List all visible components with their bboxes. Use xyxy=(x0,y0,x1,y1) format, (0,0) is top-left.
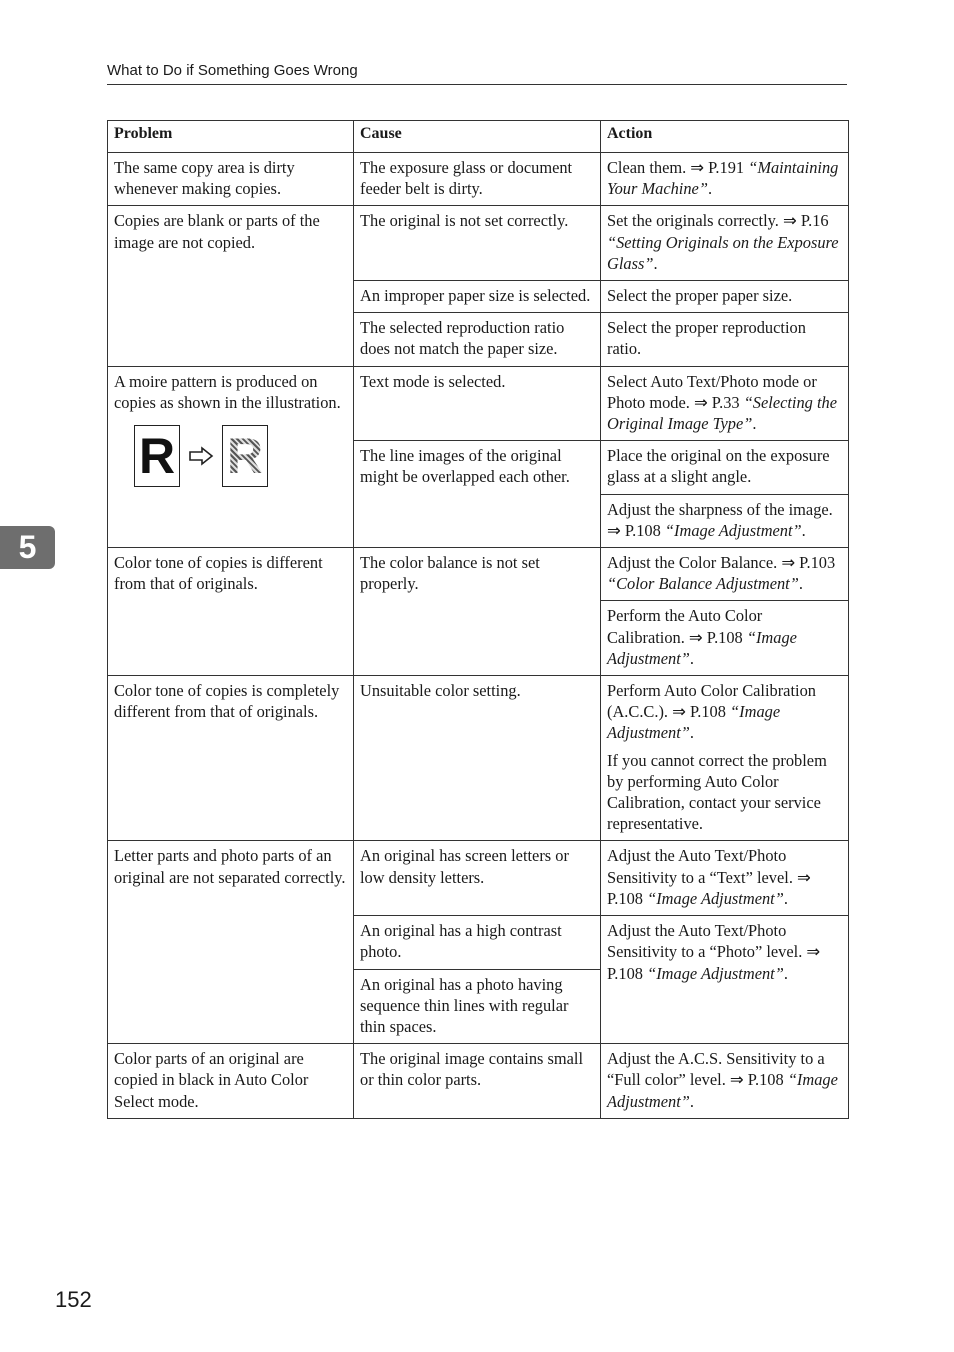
problem-cell: Copies are blank or parts of the image are not copied. xyxy=(108,206,354,366)
table-row xyxy=(108,153,849,206)
cause-cell: The color balance is not set properly. xyxy=(354,548,601,676)
table-row xyxy=(108,841,849,916)
action-cell: Perform the Auto Color Calibration. ⇒ P.108 “Image Adjustment”. xyxy=(601,601,849,676)
problem-cell: The same copy area is dirty whenever making copies. xyxy=(108,153,354,206)
cross-reference: “Image Adjustment” xyxy=(607,702,781,743)
table-row xyxy=(108,676,849,841)
chapter-number: 5 xyxy=(18,529,37,565)
cross-reference: “Image Adjustment” xyxy=(664,520,802,540)
arrow-right-icon xyxy=(188,446,214,466)
cross-reference: “Maintaining Your Machine” xyxy=(607,158,839,199)
table-row xyxy=(108,1044,849,1119)
action-cell: Place the original on the exposure glass at a slight angle. xyxy=(601,441,849,494)
cross-reference: “Setting Originals on the Exposure Glass” xyxy=(607,232,839,273)
action-cell: Select the proper reproduction ratio. xyxy=(601,313,849,366)
page-number: 152 xyxy=(55,1287,92,1312)
action-cell: Select the proper paper size. xyxy=(601,281,849,313)
cause-cell: An original has a high contrast photo. xyxy=(354,916,601,969)
column-header-problem: Problem xyxy=(108,121,354,153)
cause-cell: An improper paper size is selected. xyxy=(354,281,601,313)
action-cell: Adjust the A.C.S. Sensitivity to a “Full color” level. ⇒ P.108 “Image Adjustment”. xyxy=(601,1044,849,1119)
problem-cell: Color tone of copies is completely different from that of originals. xyxy=(108,676,354,841)
cause-cell: Unsuitable color setting. xyxy=(354,676,601,841)
cross-reference: “Image Adjustment” xyxy=(647,963,784,983)
action-cell: Perform Auto Color Calibration (A.C.C.). ⇒ P.108 “Image Adjustment”. If you cannot correct the problem by performing Auto Color Calibration, contact your service representative. xyxy=(601,676,849,841)
column-header-cause: Cause xyxy=(354,121,601,153)
moire-letter-box: R xyxy=(222,425,268,487)
moire-illustration xyxy=(134,425,347,487)
cross-reference: “Image Adjustment” xyxy=(607,1070,838,1111)
cause-cell: The selected reproduction ratio does not match the paper size. xyxy=(354,313,601,366)
problem-cell: Letter parts and photo parts of an original are not separated correctly. xyxy=(108,841,354,1044)
action-cell: Adjust the Auto Text/Photo Sensitivity to a “Photo” level. ⇒ P.108 “Image Adjustment”. xyxy=(601,916,849,1044)
cross-reference: “Color Balance Adjustment” xyxy=(607,574,799,594)
action-cell: Adjust the Auto Text/Photo Sensitivity to a “Text” level. ⇒ P.108 “Image Adjustment”. xyxy=(601,841,849,916)
chapter-tab xyxy=(0,526,55,569)
cause-cell: An original has screen letters or low density letters. xyxy=(354,841,601,916)
cause-cell: The original is not set correctly. xyxy=(354,206,601,281)
problem-cell: Color parts of an original are copied in black in Auto Color Select mode. xyxy=(108,1044,354,1119)
action-cell: Set the originals correctly. ⇒ P.16 “Setting Originals on the Exposure Glass”. xyxy=(601,206,849,281)
cause-cell: Text mode is selected. xyxy=(354,366,601,441)
table-header-row xyxy=(108,121,849,153)
header-title: What to Do if Something Goes Wrong xyxy=(107,62,358,79)
running-header xyxy=(107,60,847,85)
table-row xyxy=(108,548,849,601)
cross-reference: “Image Adjustment” xyxy=(607,627,797,668)
action-cell: Adjust the sharpness of the image. ⇒ P.108 “Image Adjustment”. xyxy=(601,494,849,547)
action-cell: Select Auto Text/Photo mode or Photo mode. ⇒ P.33 “Selecting the Original Image Type”. xyxy=(601,366,849,441)
action-note: If you cannot correct the problem by performing Auto Color Calibration, contact your service representative. xyxy=(607,750,827,834)
column-header-action: Action xyxy=(601,121,849,153)
cause-cell: An original has a photo having sequence thin lines with regular thin spaces. xyxy=(354,969,601,1044)
problem-cell: Color tone of copies is different from that of originals. xyxy=(108,548,354,676)
table-row xyxy=(108,366,849,441)
table-row xyxy=(108,206,849,281)
cross-reference: “Selecting the Original Image Type” xyxy=(607,392,837,434)
action-cell: Adjust the Color Balance. ⇒ P.103 “Color Balance Adjustment”. xyxy=(601,548,849,601)
cause-cell: The exposure glass or document feeder belt is dirty. xyxy=(354,153,601,206)
cross-reference: “Image Adjustment” xyxy=(647,888,784,908)
troubleshooting-table xyxy=(107,120,849,1119)
problem-text: A moire pattern is produced on copies as shown in the illustration. xyxy=(114,371,341,412)
problem-cell xyxy=(108,366,354,547)
cause-cell: The original image contains small or thin color parts. xyxy=(354,1044,601,1119)
action-cell: Clean them. ⇒ P.191 “Maintaining Your Machine”. xyxy=(601,153,849,206)
original-letter-box: R xyxy=(134,425,180,487)
cause-cell: The line images of the original might be overlapped each other. xyxy=(354,441,601,548)
